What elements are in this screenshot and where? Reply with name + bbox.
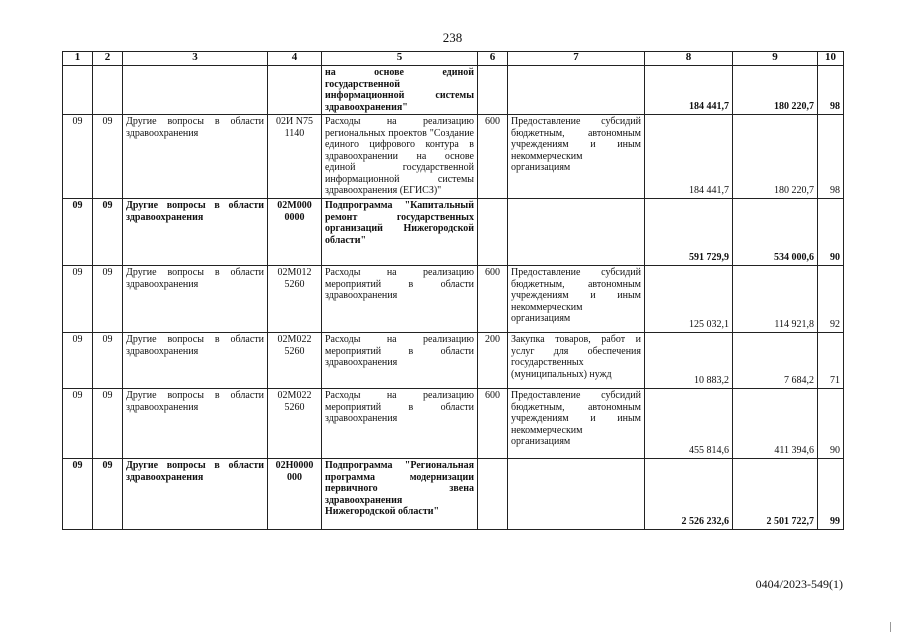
table-row (63, 389, 844, 459)
section-code-cell (63, 66, 93, 115)
target-article-name-cell: на основе единой государственной информационной системы здравоохранения" (322, 66, 478, 115)
section-name-cell: Другие вопросы в области здравоохранения (123, 266, 268, 333)
table-row (63, 266, 844, 333)
planned-amount-cell: 10 883,2 (645, 333, 733, 389)
target-article-name-cell: Расходы на реализацию мероприятий в области здравоохранения (322, 333, 478, 389)
percent-executed-cell: 92 (818, 266, 844, 333)
actual-amount-cell: 114 921,8 (733, 266, 818, 333)
section-name-cell: Другие вопросы в области здравоохранения (123, 389, 268, 459)
subsection-code-cell: 09 (93, 199, 123, 266)
header-row (63, 52, 844, 66)
expense-type-code-cell (478, 199, 508, 266)
section-code-cell: 09 (63, 115, 93, 199)
actual-amount-cell: 2 501 722,7 (733, 459, 818, 530)
column-header-8: 8 (645, 52, 733, 66)
actual-amount-cell: 411 394,6 (733, 389, 818, 459)
section-name-cell: Другие вопросы в области здравоохранения (123, 115, 268, 199)
column-header-2: 2 (93, 52, 123, 66)
table-row (63, 199, 844, 266)
planned-amount-cell: 184 441,7 (645, 115, 733, 199)
expense-type-code-cell: 600 (478, 389, 508, 459)
subsection-code-cell: 09 (93, 459, 123, 530)
target-article-code-cell: 02М022 5260 (268, 389, 322, 459)
subsection-code-cell: 09 (93, 333, 123, 389)
section-name-cell: Другие вопросы в области здравоохранения (123, 333, 268, 389)
column-header-1: 1 (63, 52, 93, 66)
target-article-code-cell (268, 66, 322, 115)
expense-type-name-cell (508, 66, 645, 115)
section-name-cell: Другие вопросы в области здравоохранения (123, 459, 268, 530)
percent-executed-cell: 98 (818, 115, 844, 199)
section-code-cell: 09 (63, 266, 93, 333)
expense-type-code-cell (478, 459, 508, 530)
planned-amount-cell: 184 441,7 (645, 66, 733, 115)
column-header-6: 6 (478, 52, 508, 66)
table-row (63, 459, 844, 530)
actual-amount-cell: 534 000,6 (733, 199, 818, 266)
expense-type-code-cell (478, 66, 508, 115)
target-article-code-cell: 02М012 5260 (268, 266, 322, 333)
actual-amount-cell: 180 220,7 (733, 66, 818, 115)
column-header-4: 4 (268, 52, 322, 66)
section-code-cell: 09 (63, 199, 93, 266)
target-article-code-cell: 02М022 5260 (268, 333, 322, 389)
page-number: 238 (442, 30, 463, 45)
target-article-name-cell: Подпрограмма "Региональная программа модернизации первичного звена здравоохранения Нижегородской области" (322, 459, 478, 530)
target-article-name-cell: Расходы на реализацию региональных проектов "Создание единого цифрового контура в здравоохранении на основе единой государственной информационной системы здравоохранения (ЕГИСЗ)" (322, 115, 478, 199)
actual-amount-cell: 180 220,7 (733, 115, 818, 199)
document-code: 0404/2023-549(1) (755, 577, 843, 591)
target-article-name-cell: Расходы на реализацию мероприятий в области здравоохранения (322, 389, 478, 459)
percent-executed-cell: 99 (818, 459, 844, 530)
subsection-code-cell: 09 (93, 389, 123, 459)
planned-amount-cell: 455 814,6 (645, 389, 733, 459)
planned-amount-cell: 2 526 232,6 (645, 459, 733, 530)
target-article-code-cell: 02И N75 1140 (268, 115, 322, 199)
column-header-10: 10 (818, 52, 844, 66)
expense-type-code-cell: 600 (478, 115, 508, 199)
expense-type-code-cell: 200 (478, 333, 508, 389)
section-code-cell: 09 (63, 459, 93, 530)
expense-type-name-cell (508, 199, 645, 266)
edge-mark (890, 622, 891, 632)
column-header-9: 9 (733, 52, 818, 66)
subsection-code-cell (93, 66, 123, 115)
planned-amount-cell: 591 729,9 (645, 199, 733, 266)
expense-type-name-cell: Предоставление субсидий бюджетным, автономным учреждениям и иным некоммерческим организациям (508, 115, 645, 199)
subsection-code-cell: 09 (93, 115, 123, 199)
table-row (63, 333, 844, 389)
column-header-5: 5 (322, 52, 478, 66)
percent-executed-cell: 98 (818, 66, 844, 115)
expense-type-code-cell: 600 (478, 266, 508, 333)
target-article-name-cell: Расходы на реализацию мероприятий в области здравоохранения (322, 266, 478, 333)
expense-type-name-cell (508, 459, 645, 530)
target-article-code-cell: 02М000 0000 (268, 199, 322, 266)
subsection-code-cell: 09 (93, 266, 123, 333)
table-row (63, 66, 844, 115)
column-header-3: 3 (123, 52, 268, 66)
section-name-cell (123, 66, 268, 115)
section-code-cell: 09 (63, 333, 93, 389)
expense-type-name-cell: Предоставление субсидий бюджетным, автономным учреждениям и иным некоммерческим организациям (508, 266, 645, 333)
percent-executed-cell: 90 (818, 389, 844, 459)
section-code-cell: 09 (63, 389, 93, 459)
section-name-cell: Другие вопросы в области здравоохранения (123, 199, 268, 266)
target-article-code-cell: 02Н0000 000 (268, 459, 322, 530)
table-row (63, 115, 844, 199)
percent-executed-cell: 71 (818, 333, 844, 389)
target-article-name-cell: Подпрограмма "Капитальный ремонт государственных организаций Нижегородской области" (322, 199, 478, 266)
percent-executed-cell: 90 (818, 199, 844, 266)
planned-amount-cell: 125 032,1 (645, 266, 733, 333)
expense-type-name-cell: Предоставление субсидий бюджетным, автономным учреждениям и иным некоммерческим организациям (508, 389, 645, 459)
actual-amount-cell: 7 684,2 (733, 333, 818, 389)
expense-type-name-cell: Закупка товаров, работ и услуг для обеспечения государственных (муниципальных) нужд (508, 333, 645, 389)
budget-table (62, 51, 844, 530)
column-header-7: 7 (508, 52, 645, 66)
